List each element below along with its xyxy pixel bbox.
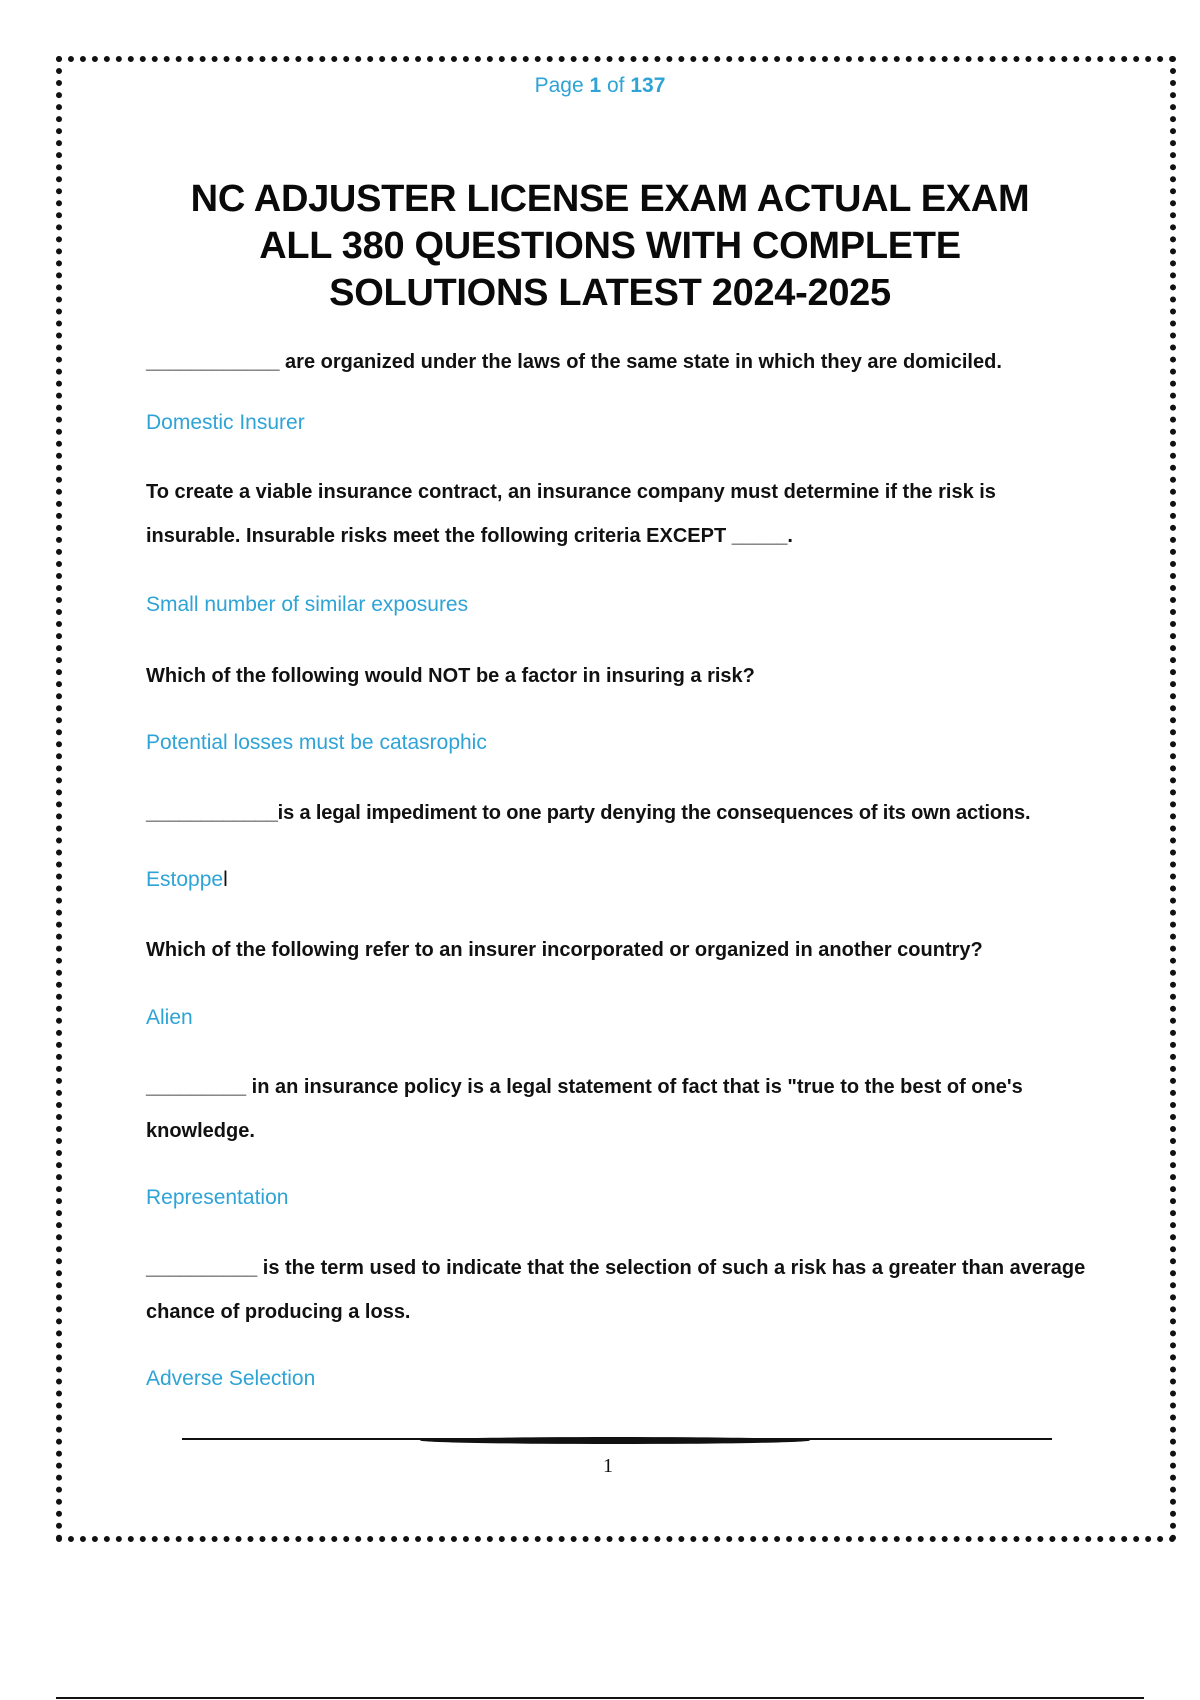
- footer-divider-accent: [420, 1437, 810, 1444]
- document-title-line-2: ALL 380 QUESTIONS WITH COMPLETE: [259, 225, 961, 267]
- answer-3: Potential losses must be catasrophic: [146, 731, 487, 754]
- answer-4-text: Estoppe: [146, 868, 224, 891]
- total-page-count: 137: [630, 74, 666, 97]
- document-title: [140, 176, 1080, 317]
- question-6: _________ in an insurance policy is a legal statement of fact that is "true to the best of one's knowledge.: [146, 1076, 1023, 1142]
- answer-6: Representation: [146, 1186, 289, 1209]
- answer-1: Domestic Insurer: [146, 411, 305, 434]
- next-page-edge: [56, 1697, 1144, 1699]
- answer-2: Small number of similar exposures: [146, 593, 469, 616]
- question-5: Which of the following refer to an insurer incorporated or organized in another country?: [146, 939, 983, 961]
- page-indicator-prefix: Page: [534, 74, 590, 97]
- answer-4-text-tail: l: [223, 868, 228, 891]
- page-indicator: [0, 74, 1200, 98]
- current-page-number: 1: [589, 74, 602, 97]
- question-4: ____________is a legal impediment to one party denying the consequences of its own actions.: [146, 802, 1031, 824]
- answer-5: Alien: [146, 1006, 193, 1029]
- footer-page-number: 1: [603, 1455, 613, 1477]
- question-3: Which of the following would NOT be a factor in insuring a risk?: [146, 665, 755, 687]
- answer-4: [146, 867, 1086, 893]
- question-1: ____________ are organized under the laws of the same state in which they are domiciled.: [146, 351, 1002, 373]
- question-2: To create a viable insurance contract, an insurance company must determine if the risk is insurable. Insurable risks meet the following criteria EXCEPT _____.: [146, 481, 996, 547]
- answer-7: Adverse Selection: [146, 1367, 316, 1390]
- question-7: __________ is the term used to indicate that the selection of such a risk has a greater than average chance of producing a loss.: [146, 1257, 1086, 1323]
- document-title-line-1: NC ADJUSTER LICENSE EXAM ACTUAL EXAM: [190, 178, 1030, 220]
- document-title-line-3: SOLUTIONS LATEST 2024-2025: [329, 272, 891, 314]
- page-indicator-separator: of: [601, 74, 631, 97]
